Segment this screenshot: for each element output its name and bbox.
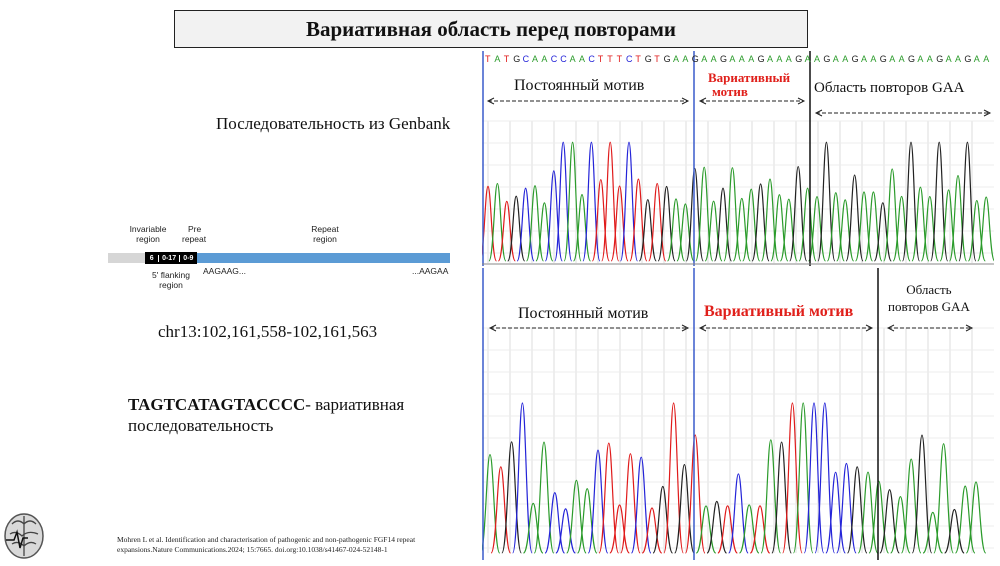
bottom-chromatogram xyxy=(482,268,994,560)
top-chromatogram xyxy=(482,51,994,266)
box-6: 6 xyxy=(149,254,154,262)
top-constant-motif-label: Постоянный мотив xyxy=(514,77,645,94)
variant-sequence: TAGTCATAGTACCCC xyxy=(128,395,306,414)
box-0-9: 0-9 xyxy=(179,255,197,262)
pre-repeat-label: Pre repeat xyxy=(182,224,207,244)
base-calls: T A T G C A A C C A A C T T T C T G T G A A G A A G A A A G A A A G A A G A A G A A G A A G A A G A A G A A xyxy=(485,54,990,64)
seq-end-label: ...AAGAA xyxy=(412,266,449,276)
bottom-variable-motif-label: Вариативный мотив xyxy=(704,303,854,320)
seq-start-label: AAGAAG... xyxy=(203,266,246,276)
brain-logo-icon xyxy=(2,510,46,562)
repeat-region-label: Repeat region xyxy=(311,224,339,244)
variant-description: TAGTCATAGTACCCC- вариативная последовательность xyxy=(128,395,405,435)
top-variable-motif-label: Вариативный мотив xyxy=(708,70,791,99)
region-diagram xyxy=(108,222,478,297)
box-0-17: 0-17 xyxy=(158,255,178,262)
bottom-constant-motif-label: Постоянный мотив xyxy=(518,305,649,322)
bottom-repeat-region-label: Область повторов GAA xyxy=(888,282,970,314)
reference-citation: Mohren L et al. Identification and characterisation of pathogenic and non-pathogenic FGF14 repeat expansions.Nature Communications.2024; 15:7665. doi.org:10.1038/s41467-024-52148-1 xyxy=(117,535,416,554)
top-repeat-region-label: Область повторов GAA xyxy=(814,80,965,96)
repeat-bar xyxy=(194,253,450,263)
region-boxes xyxy=(145,252,197,264)
slide-title: Вариативная область перед повторами xyxy=(174,10,808,48)
genbank-label: Последовательность из Genbank xyxy=(216,114,451,133)
flanking-label: 5' flanking region xyxy=(151,270,190,290)
coordinates-label: chr13:102,161,558-102,161,563 xyxy=(158,322,378,341)
invariable-label: Invariable region xyxy=(129,224,167,244)
